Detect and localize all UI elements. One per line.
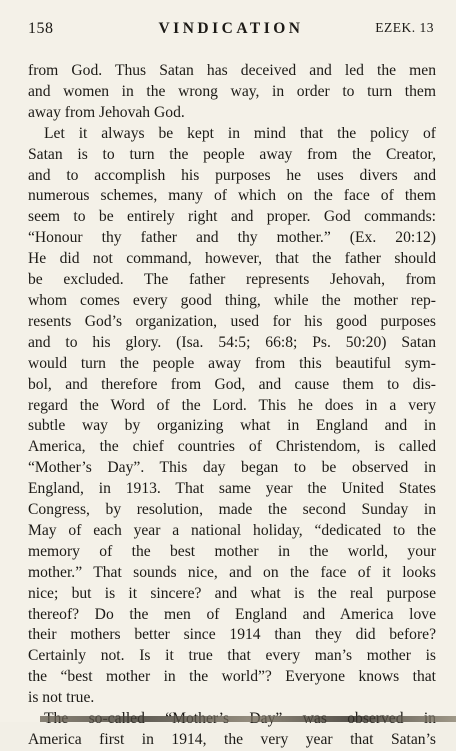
text-line: from God. Thus Satan has deceived and led the men [28, 62, 436, 79]
text-line: He did not command, however, that the father should [28, 250, 436, 268]
text-line: numerous schemes, many of which on the face of them [28, 187, 436, 205]
text-line: the “best mother in the world”? Everyone knows that [28, 668, 436, 686]
text-line: Satan is to turn the people away from the Creator, [28, 145, 436, 163]
text-line: regard the Word of the Lord. This he does in a very [28, 396, 436, 414]
body-text [28, 61, 436, 751]
text-line: Congress, by resolution, made the second Sunday in [28, 501, 436, 519]
text-line: Certainly not. Is it true that every man’s mother is [28, 647, 436, 665]
text-line: and women in the wrong way, in order to turn them [28, 82, 436, 100]
chapter-reference: EZEK. 13 [375, 20, 434, 35]
page-number: 158 [28, 20, 54, 37]
text-line: is not true. [28, 689, 95, 707]
page-bottom-edge [40, 716, 456, 722]
text-line: thereof? Do the men of England and America love [28, 605, 436, 623]
text-line: Let it always be kept in mind that the policy of [44, 124, 436, 142]
text-line: May of each year a national holiday, “dedicated to the [28, 521, 436, 539]
text-line: would turn the people away from this beautiful sym- [28, 354, 436, 372]
text-line: be excluded. The father represents Jehovah, from [28, 271, 436, 289]
text-line: nice; but is it sincere? and what is the real purpose [28, 584, 436, 602]
page-header [28, 20, 434, 42]
text-line: whom comes every good thing, while the mother rep- [28, 291, 436, 309]
text-line: memory of the best mother in the world, your [28, 542, 436, 560]
text-line: their mothers better since 1914 than they did before? [28, 626, 436, 644]
text-line: resents God’s organization, used for his good purposes [28, 312, 436, 330]
text-line: seem to be entirely right and proper. God commands: [28, 208, 436, 226]
text-line: subtle way by organizing what in England and in [28, 417, 436, 435]
text-line: “Mother’s Day”. This day began to be observed in [28, 459, 436, 477]
text-line: bol, and therefore from God, and cause them to dis- [28, 375, 436, 393]
running-title: VINDICATION [158, 20, 304, 37]
text-line: mother.” That sounds nice, and on the face of it looks [28, 563, 436, 581]
text-line: and to his glory. (Isa. 54:5; 66:8; Ps. 50:20) Satan [28, 333, 436, 351]
text-line: America, the chief countries of Christendom, is called [28, 438, 436, 456]
text-line: America first in 1914, the very year that Satan’s [28, 731, 436, 748]
text-line: away from Jehovah God. [28, 103, 185, 121]
text-line: “Honour thy father and thy mother.” (Ex. 20:12) [28, 229, 436, 247]
text-line: England, in 1913. That same year the United States [28, 480, 436, 498]
text-line: and to accomplish his purposes he uses divers and [28, 166, 436, 184]
